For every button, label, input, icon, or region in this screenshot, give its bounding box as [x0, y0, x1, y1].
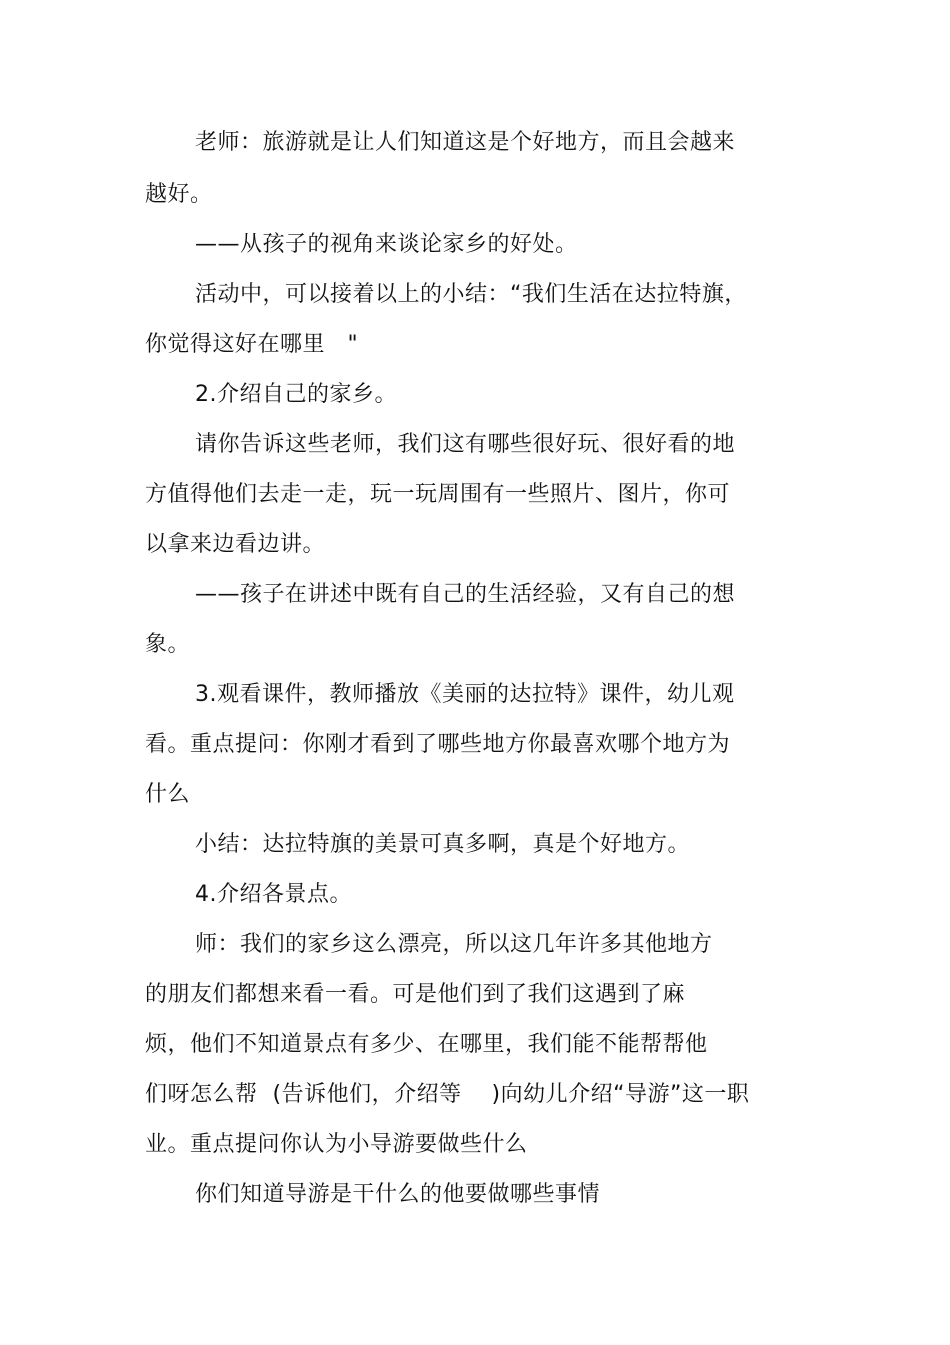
text-line: ——孩子在讲述中既有自己的生活经验，又有自己的想 [195, 582, 736, 607]
text-line: 们呀怎么帮 (告诉他们，介绍等 )向幼儿介绍“导游”这一职 [145, 1082, 750, 1107]
text-line: 象。 [145, 632, 191, 657]
text-line: 烦，他们不知道景点有多少、在哪里，我们能不能帮帮他 [145, 1032, 708, 1057]
text-line: ——从孩子的视角来谈论家乡的好处。 [195, 232, 578, 257]
text-line: 师：我们的家乡这么漂亮，所以这几年许多其他地方 [195, 932, 713, 957]
text-line: 越好。 [145, 182, 213, 207]
text-line: 以拿来边看边讲。 [145, 532, 326, 557]
text-line: 什么 [145, 782, 191, 807]
text-line: 老师：旅游就是让人们知道这是个好地方，而且会越来 [195, 130, 736, 155]
text-line: 你觉得这好在哪里 " [145, 332, 359, 357]
text-line: 你们知道导游是干什么的他要做哪些事情 [195, 1182, 601, 1207]
text-line: 3.观看课件，教师播放《美丽的达拉特》课件，幼儿观 [195, 682, 735, 707]
text-line: 小结：达拉特旗的美景可真多啊，真是个好地方。 [195, 832, 691, 857]
text-line: 的朋友们都想来看一看。可是他们到了我们这遇到了麻 [145, 982, 686, 1007]
text-line: 方值得他们去走一走，玩一玩周围有一些照片、图片，你可 [145, 482, 731, 507]
text-line: 看。重点提问：你刚才看到了哪些地方你最喜欢哪个地方为 [145, 732, 731, 757]
text-line: 业。重点提问你认为小导游要做些什么 [145, 1132, 528, 1157]
text-line: 2.介绍自己的家乡。 [195, 382, 397, 407]
text-line: 请你告诉这些老师，我们这有哪些很好玩、很好看的地 [195, 432, 736, 457]
text-line: 活动中，可以接着以上的小结：“我们生活在达拉特旗， [195, 282, 747, 307]
text-line: 4.介绍各景点。 [195, 882, 352, 907]
